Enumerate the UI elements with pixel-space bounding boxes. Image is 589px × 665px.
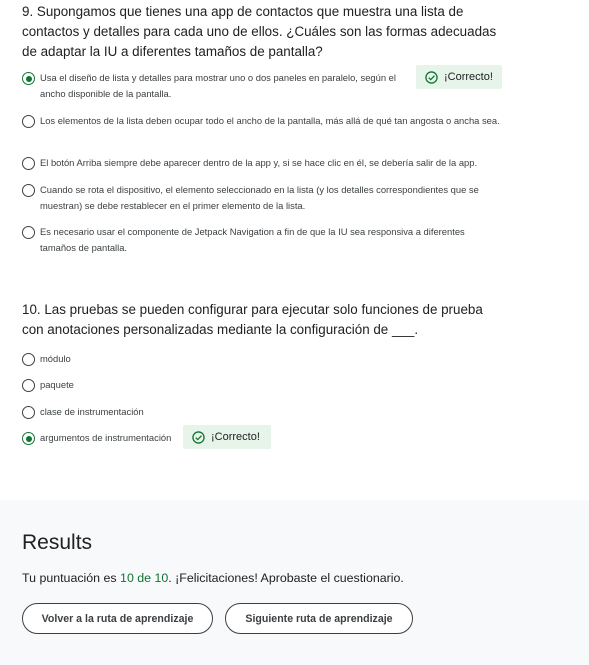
q9-feedback-text: ¡Correcto!: [444, 71, 493, 83]
q10-option-1-radio[interactable]: [22, 353, 35, 366]
score-value: 10 de 10: [120, 571, 169, 585]
q10-option-3-radio[interactable]: [22, 406, 35, 419]
q10-option-3-label: clase de instrumentación: [40, 406, 144, 417]
q10-option-2[interactable]: [22, 379, 74, 393]
q9-option-2-radio[interactable]: [22, 115, 35, 128]
q9-option-5-radio[interactable]: [22, 226, 35, 239]
q9-correct-badge: [416, 65, 502, 89]
q10-option-4[interactable]: [22, 432, 171, 446]
q10-option-1[interactable]: [22, 353, 71, 367]
q9-option-2-label: Los elementos de la lista deben ocupar todo el ancho de la pantalla, más allá de qué tan angosta o ancha sea.: [40, 115, 500, 126]
q10-option-1-label: módulo: [40, 353, 71, 364]
check-circle-icon: [425, 71, 438, 84]
q9-option-1[interactable]: [22, 72, 410, 102]
results-title: Results: [22, 531, 93, 554]
q9-option-2[interactable]: [22, 115, 500, 129]
score-prefix: Tu puntuación es: [22, 571, 121, 585]
check-circle-icon: [192, 431, 205, 444]
q9-option-3-radio[interactable]: [22, 157, 35, 170]
q9-option-4[interactable]: [22, 184, 505, 214]
q9-option-1-label: Usa el diseño de lista y detalles para mostrar uno o dos paneles en paralelo, según el ancho disponible de la pantalla.: [40, 72, 396, 99]
question-9-text: 9. Supongamos que tienes una app de contactos que muestra una lista de contactos y detalles para cada uno de ellos. ¿Cuáles son las formas adecuadas de adaptar la IU a diferentes tamaños de pantalla?: [22, 4, 497, 59]
q9-option-4-label: Cuando se rota el dispositivo, el elemento seleccionado en la lista (y los detalles correspondientes que se muestran) se debe restablecer en el primer elemento de la lista.: [40, 184, 479, 211]
question-9: [22, 2, 512, 62]
q10-correct-badge: [183, 425, 271, 449]
q9-option-3-label: El botón Arriba siempre debe aparecer dentro de la app y, si se hace clic en él, se debería salir de la app.: [40, 157, 478, 168]
q9-option-5-label: Es necesario usar el componente de Jetpack Navigation a fin de que la IU sea responsiva a diferentes tamaños de pantalla.: [40, 226, 465, 253]
q9-option-1-radio[interactable]: [22, 72, 35, 85]
q10-feedback-text: ¡Correcto!: [211, 431, 260, 443]
q9-option-4-radio[interactable]: [22, 184, 35, 197]
back-to-path-button[interactable]: Volver a la ruta de aprendizaje: [22, 603, 213, 634]
q10-option-4-radio[interactable]: [22, 432, 35, 445]
q10-option-4-label: argumentos de instrumentación: [40, 432, 172, 443]
question-10: [22, 300, 502, 340]
next-path-button[interactable]: Siguiente ruta de aprendizaje: [225, 603, 413, 634]
q9-option-3[interactable]: [22, 157, 540, 171]
q10-option-2-radio[interactable]: [22, 379, 35, 392]
score-suffix: . ¡Felicitaciones! Aprobaste el cuestionario.: [168, 571, 404, 585]
q9-option-5[interactable]: [22, 226, 485, 256]
score-text: [22, 571, 404, 585]
q10-option-2-label: paquete: [40, 379, 74, 390]
q10-option-3[interactable]: [22, 406, 144, 420]
question-10-text: 10. Las pruebas se pueden configurar para ejecutar solo funciones de prueba con anotaciones personalizadas mediante la configuración de ___.: [22, 302, 483, 337]
